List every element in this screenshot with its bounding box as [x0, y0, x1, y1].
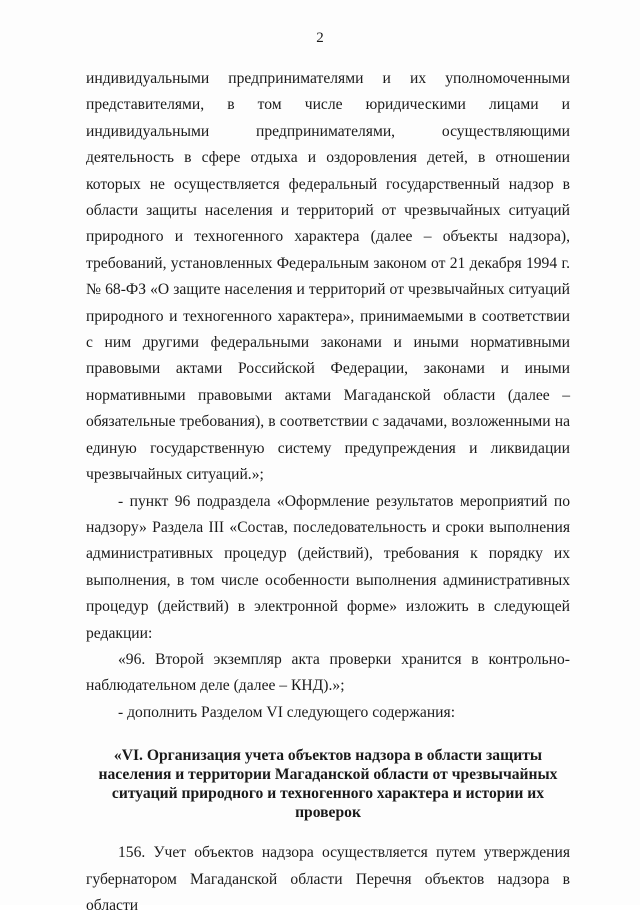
- section-heading: [86, 746, 570, 822]
- paragraph-item-96-amendment: - пункт 96 подраздела «Оформление результатов мероприятий по надзору» Раздела III «Состав, последовательность и сроки выполнения административных процедур (действий), требования к порядку их выполнения, в том числе особенности выполнения административных процедур (действий) в электронной форме» изложить в следующей редакции:: [86, 492, 570, 642]
- section-heading-line: «VI. Организация учета объектов надзора в области защиты: [113, 747, 543, 765]
- section-heading-line: населения и территории Магаданской области от чрезвычайных: [98, 766, 558, 784]
- paragraph-continuation: индивидуальными предпринимателями и их уполномоченными представителями, в том числе юридическими лицами и индивидуальными предпринимателями, осуществляющими деятельность в сфере отдыха и оздоровления детей, в отношении которых не осуществляется федеральный государственный надзор в области защиты населения и территорий от чрезвычайных ситуаций природного и техногенного характера (далее – объекты надзора), требований, установленных Федеральным законом от 21 декабря 1994 г. № 68-ФЗ «О защите населения и территорий от чрезвычайных ситуаций природного и техногенного характера», принимаемыми в соответствии с ним другими федеральными законами и иными нормативными правовыми актами Российской Федерации, законами и иными нормативными правовыми актами Магаданской области (далее – обязательные требования), в соответствии с задачами, возложенными на единую государственную систему предупреждения и ликвидации чрезвычайных ситуаций.»;: [86, 70, 570, 484]
- paragraph-add-section: - дополнить Разделом VI следующего содержания:: [118, 703, 456, 721]
- paragraph-item-96-text: «96. Второй экземпляр акта проверки хранится в контрольно-наблюдательном деле (далее – КНД).»;: [86, 650, 570, 695]
- page-number: 2: [316, 30, 324, 46]
- document-body: [86, 66, 570, 919]
- section-heading-line: ситуаций природного и техногенного характера и истории их проверок: [111, 785, 545, 822]
- paragraph-156: 156. Учет объектов надзора осуществляется путем утверждения губернатором Магаданской области Перечня объектов надзора в области: [86, 844, 570, 914]
